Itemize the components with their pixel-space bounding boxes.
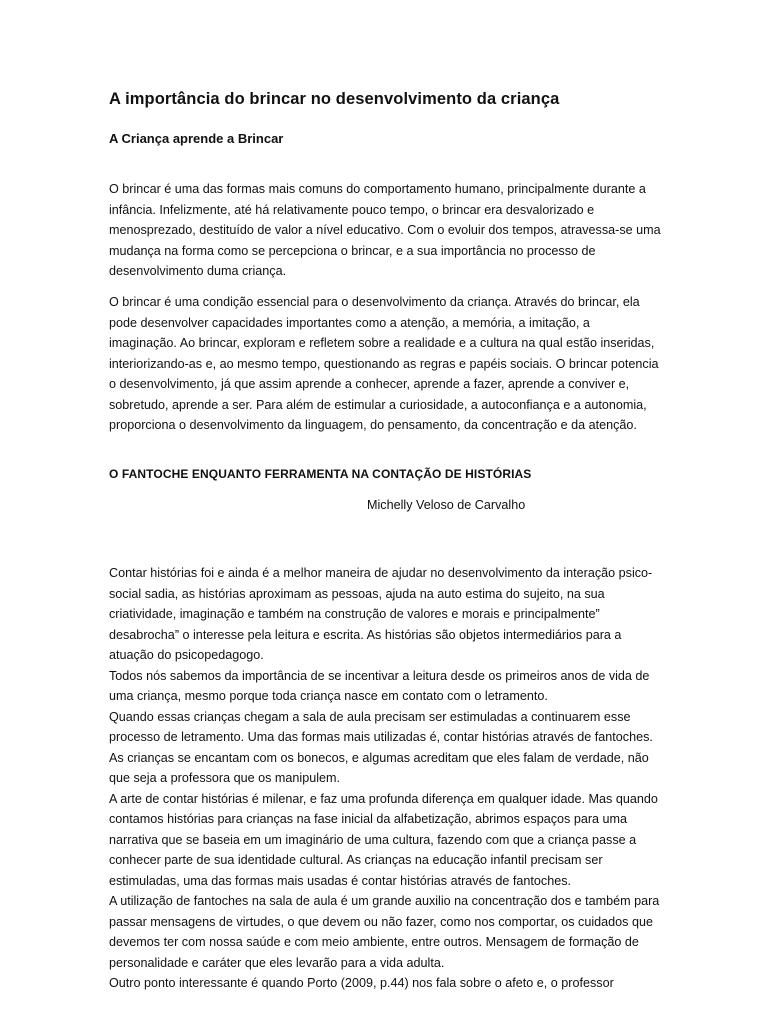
document-title: A importância do brincar no desenvolvimento da criança — [109, 90, 560, 108]
paragraph-4: Todos nós sabemos da importância de se incentivar a leitura desde os primeiros anos de vida de uma criança, mesmo porque toda criança nasce em contato com o letramento. — [109, 668, 650, 703]
author-name: Michelly Veloso de Carvalho — [367, 498, 526, 512]
document-subtitle: A Criança aprende a Brincar — [109, 131, 284, 146]
paragraph-5: Quando essas crianças chegam a sala de aula precisam ser estimuladas a continuarem esse processo de letramento. Uma das formas mais utilizadas é, contar histórias através de fantoches. As crianças se encantam com os bonecos, e algumas acreditam que eles falam de verdade, não que seja a professora que os manipulem. — [109, 709, 653, 785]
paragraph-7: A utilização de fantoches na sala de aula é um grande auxilio na concentração dos e também para passar mensagens de virtudes, o que devem ou não fazer, como nos comportar, os cuidados que devemos ter com nossa saúde e com meio ambiente, entre outros. Mensagem de formação de personalidade e caráter que eles levarão para a vida adulta. — [109, 894, 660, 970]
paragraph-6: A arte de contar histórias é milenar, e faz uma profunda diferença em qualquer idade. Mas quando contamos histórias para crianças na fase inicial da alfabetização, abrimos espaços para uma narrativa que se baseia em um imaginário de uma cultura, fazendo com que a criança passe a conhecer parte de sua identidade cultural. As crianças na educação infantil precisam ser estimuladas, uma das formas mais usadas é contar histórias através de fantoches. — [109, 791, 658, 888]
paragraph-8: Outro ponto interessante é quando Porto (2009, p.44) nos fala sobre o afeto e, o professor — [109, 976, 614, 990]
paragraph-1: O brincar é uma das formas mais comuns do comportamento humano, principalmente durante a infância. Infelizmente, até há relativamente pouco tempo, o brincar era desvalorizado e menosprezado, destituído de valor a nível educativo. Com o evoluir dos tempos, atravessa-se uma mudança na forma como se percepciona o brincar, e a sua importância no processo de desenvolvimento duma criança. — [109, 182, 661, 278]
section-heading: O FANTOCHE ENQUANTO FERRAMENTA NA CONTAÇÃO DE HISTÓRIAS — [109, 467, 532, 481]
puppet-section — [109, 563, 661, 994]
play-section — [109, 292, 661, 436]
intro-section — [109, 179, 661, 282]
paragraph-2: O brincar é uma condição essencial para o desenvolvimento da criança. Através do brincar, ela pode desenvolver capacidades importantes como a atenção, a memória, a imitação, a imaginação. Ao brincar, exploram e refletem sobre a realidade e a cultura na qual estão inseridas, interiorizando-as e, ao mesmo tempo, questionando as regras e papéis sociais. O brincar potencia o desenvolvimento, já que assim aprende a conhecer, aprende a fazer, aprende a conviver e, sobretudo, aprende a ser. Para além de estimular a curiosidade, a autoconfiança e a autonomia, proporciona o desenvolvimento da linguagem, do pensamento, da concentração e da atenção. — [109, 295, 659, 432]
paragraph-3: Contar histórias foi e ainda é a melhor maneira de ajudar no desenvolvimento da interação psico-social sadia, as histórias aproximam as pessoas, ajuda na auto estima do sujeito, na sua criatividade, imaginação e também na construção de valores e morais e principalmente” desabrocha” o interesse pela leitura e escrita. As histórias são objetos intermediários para a atuação do psicopedagogo. — [109, 566, 653, 662]
